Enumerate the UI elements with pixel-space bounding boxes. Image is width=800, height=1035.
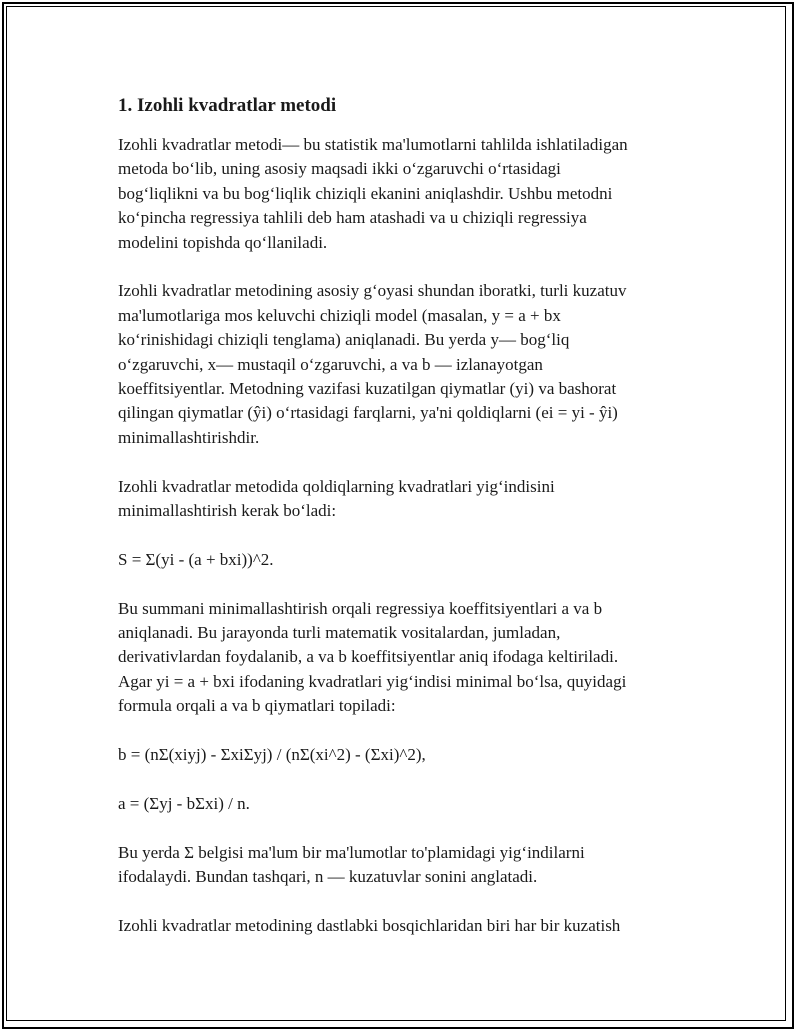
text-line: qilingan qiymatlar (ŷi) o‘rtasidagi farqlarni, ya'ni qoldiqlarni (ei = yi - ŷi) bbox=[118, 403, 618, 423]
text-line: minimallashtirish kerak bo‘ladi: bbox=[118, 501, 337, 521]
section-heading: 1. Izohli kvadratlar metodi bbox=[118, 95, 337, 116]
text-line: ko‘pincha regressiya tahlili deb ham atashadi va u chiziqli regressiya bbox=[118, 208, 587, 228]
paragraph bbox=[118, 548, 678, 572]
text-line: Izohli kvadratlar metodining asosiy g‘oyasi shundan iboratki, turli kuzatuv bbox=[118, 281, 627, 301]
text-line: koeffitsiyentlar. Metodning vazifasi kuzatilgan qiymatlar (yi) va bashorat bbox=[118, 379, 617, 399]
paragraph bbox=[118, 914, 678, 938]
text-line: Agar yi = a + bxi ifodaning kvadratlari yig‘indisi minimal bo‘lsa, quyidagi bbox=[118, 671, 627, 691]
paragraph bbox=[118, 279, 678, 450]
text-line: Izohli kvadratlar metodining dastlabki bosqichlaridan biri har bir kuzatish bbox=[118, 915, 621, 935]
text-line: S = Σ(yi - (a + bxi))^2. bbox=[118, 549, 274, 569]
text-line: ma'lumotlariga mos keluvchi chiziqli model (masalan, y = a + bx bbox=[118, 305, 561, 325]
paragraph bbox=[118, 841, 678, 890]
text-line: metoda bo‘lib, uning asosiy maqsadi ikki o‘zgaruvchi o‘rtasidagi bbox=[118, 159, 561, 179]
paragraph bbox=[118, 743, 678, 767]
text-line: aniqlanadi. Bu jarayonda turli matematik vositalardan, jumladan, bbox=[118, 623, 561, 643]
paragraph bbox=[118, 475, 678, 524]
paragraph bbox=[118, 792, 678, 816]
text-line: Bu summani minimallashtirish orqali regressiya koeffitsiyentlari a va b bbox=[118, 598, 603, 618]
document-body bbox=[118, 94, 678, 963]
text-line: Izohli kvadratlar metodi— bu statistik ma'lumotlarni tahlilda ishlatiladigan bbox=[118, 135, 628, 154]
text-line: derivativlardan foydalanib, a va b koeffitsiyentlar aniq ifodaga keltiriladi. bbox=[118, 647, 619, 667]
text-line: a = (Σyj - bΣxi) / n. bbox=[118, 793, 250, 813]
text-line: b = (nΣ(xiyj) - ΣxiΣyj) / (nΣ(xi^2) - (Σxi)^2), bbox=[118, 745, 426, 765]
paragraph bbox=[118, 133, 678, 255]
text-line: Izohli kvadratlar metodida qoldiqlarning kvadratlari yig‘indisini bbox=[118, 476, 555, 496]
text-line: ifodalaydi. Bundan tashqari, n — kuzatuvlar sonini anglatadi. bbox=[118, 867, 538, 887]
text-line: modelini topishda qo‘llaniladi. bbox=[118, 232, 328, 252]
text-line: Bu yerda Σ belgisi ma'lum bir ma'lumotlar to'plamidagi yig‘indilarni bbox=[118, 842, 585, 862]
paragraph-list bbox=[118, 133, 678, 938]
text-line: formula orqali a va b qiymatlari topiladi: bbox=[118, 696, 396, 716]
text-line: ko‘rinishidagi chiziqli tenglama) aniqlanadi. Bu yerda y— bog‘liq bbox=[118, 330, 570, 350]
paragraph bbox=[118, 597, 678, 719]
text-line: bog‘liqlikni va bu bog‘liqlik chiziqli ekanini aniqlashdir. Ushbu metodni bbox=[118, 183, 613, 203]
text-line: minimallashtirishdir. bbox=[118, 427, 260, 447]
text-line: o‘zgaruvchi, x— mustaqil o‘zgaruvchi, a va b — izlanayotgan bbox=[118, 354, 543, 374]
